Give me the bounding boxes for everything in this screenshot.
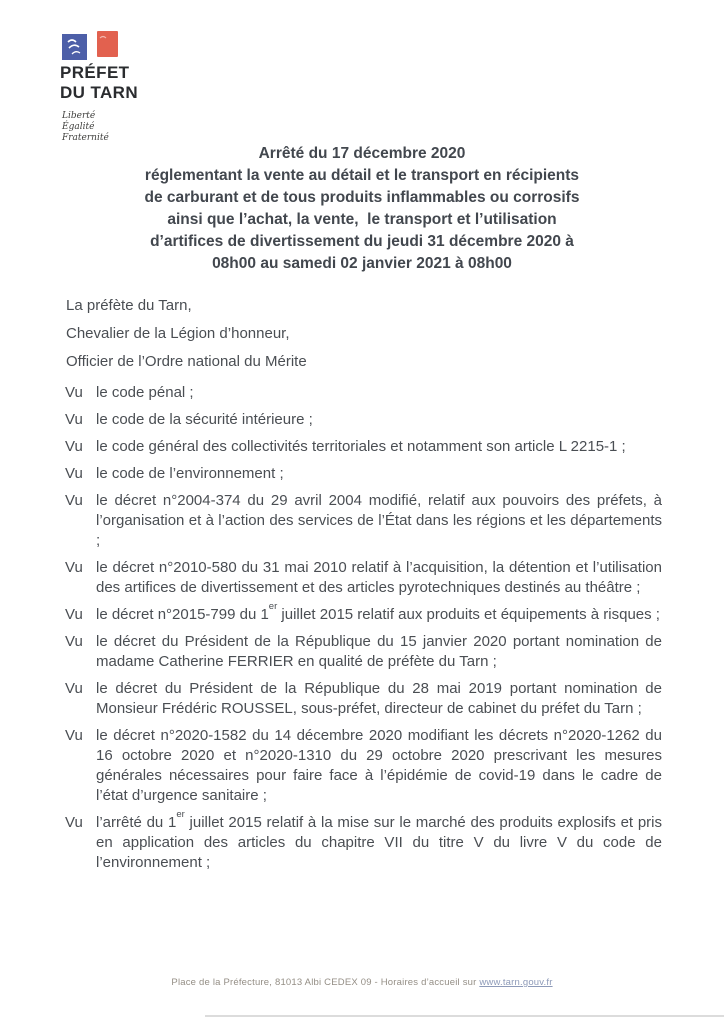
vu-text-segment: le décret du Président de la République du 15 janvier 2020 portant nomination de madame Catherine FERRIER en qualité de préfète du Tarn ;	[96, 633, 662, 670]
agency-name	[60, 63, 138, 103]
vu-label: Vu	[65, 559, 83, 576]
vu-item-text	[96, 464, 662, 484]
vu-label: Vu	[65, 814, 83, 831]
vu-item	[65, 464, 662, 484]
vu-item	[65, 632, 662, 672]
vu-item	[65, 491, 662, 551]
vu-label: Vu	[65, 438, 83, 455]
motto-line: Égalité	[62, 122, 95, 132]
vu-item-text	[96, 558, 662, 598]
vu-item	[65, 679, 662, 719]
vu-text-segment: le décret n°2010-580 du 31 mai 2010 relatif à l’acquisition, la détention et l’utilisation des artifices de divertissement et des articles pyrotechniques destinés au théâtre ;	[96, 559, 662, 596]
vu-item-text	[96, 437, 662, 457]
vu-item-text	[96, 410, 662, 430]
signatory-title-line: Chevalier de la Légion d’honneur,	[66, 325, 290, 342]
motto-line: Liberté	[62, 111, 96, 121]
signatory-title-line: La préfète du Tarn,	[66, 297, 192, 314]
motto-line: Fraternité	[62, 133, 109, 143]
prefecture-header	[60, 28, 138, 144]
page-bottom-divider	[205, 1015, 724, 1017]
footer-address-text: Place de la Préfecture, 81013 Albi CEDEX 09 - Horaires d’accueil sur	[171, 977, 480, 988]
vu-item-text	[96, 726, 662, 806]
vu-label: Vu	[65, 492, 83, 509]
vu-text-segment: le décret du Président de la République du 28 mai 2019 portant nomination de Monsieur Frédéric ROUSSEL, sous-préfet, directeur de cabinet du préfet du Tarn ;	[96, 680, 662, 717]
vu-item	[65, 558, 662, 598]
vu-text-segment: le code de la sécurité intérieure ;	[96, 411, 313, 428]
vu-item-text	[96, 491, 662, 551]
vu-text-segment: le code pénal ;	[96, 384, 194, 401]
vu-label: Vu	[65, 465, 83, 482]
vu-label: Vu	[65, 680, 83, 697]
vu-label: Vu	[65, 411, 83, 428]
decree-title-line: réglementant la vente au détail et le transport en récipients	[144, 167, 580, 184]
decree-title-line: d’artifices de divertissement du jeudi 31 décembre 2020 à	[150, 233, 574, 250]
agency-name-line: PRÉFET	[60, 63, 130, 82]
footer-website-link[interactable]: www.tarn.gouv.fr	[479, 977, 553, 988]
vu-text-segment: le décret n°2004-374 du 29 avril 2004 modifié, relatif aux pouvoirs des préfets, à l’organisation et à l’action des services de l’État dans les régions et les départements ;	[96, 492, 662, 549]
vu-item	[65, 383, 662, 403]
motto	[62, 111, 138, 144]
vu-text-segment: juillet 2015 relatif à la mise sur le marché des produits explosifs et pris en application des articles du chapitre VII du titre V du livre V du code de l’environnement ;	[96, 814, 662, 871]
vu-item	[65, 601, 662, 625]
vu-text-segment: le décret n°2015-799 du 1	[96, 606, 269, 623]
vu-label: Vu	[65, 384, 83, 401]
vu-item	[65, 726, 662, 806]
vu-label: Vu	[65, 606, 83, 623]
vu-text-segment: l’arrêté du 1	[96, 814, 177, 831]
decree-title	[0, 143, 724, 275]
vu-label: Vu	[65, 727, 83, 744]
vu-item-text	[96, 383, 662, 403]
footer-address	[0, 977, 724, 988]
vu-item	[65, 437, 662, 457]
vu-item-text	[96, 601, 662, 625]
decree-title-line: 08h00 au samedi 02 janvier 2021 à 08h00	[212, 255, 512, 272]
vu-text-segment: le décret n°2020-1582 du 14 décembre 2020 modifiant les décrets n°2020-1262 du 16 octobre 2020 et n°2020-1310 du 29 octobre 2020 prescrivant les mesures générales nécessaires pour faire face à l’épidémie de covid-19 dans le cadre de l’état d’urgence sanitaire ;	[96, 727, 662, 804]
vu-item	[65, 410, 662, 430]
decree-title-line: ainsi que l’achat, la vente, le transport et l’utilisation	[167, 211, 557, 228]
vu-item	[65, 809, 662, 873]
ordinal-superscript: er	[176, 809, 185, 820]
vu-item-text	[96, 809, 662, 873]
vu-item-text	[96, 632, 662, 672]
decree-title-line: Arrêté du 17 décembre 2020	[258, 145, 466, 162]
decree-title-line: de carburant et de tous produits inflammables ou corrosifs	[144, 189, 580, 206]
signatory-titles	[66, 292, 307, 376]
vu-text-segment: le code général des collectivités territoriales et notamment son article L 2215-1 ;	[96, 438, 626, 455]
vu-text-segment: juillet 2015 relatif aux produits et équipements à risques ;	[277, 606, 660, 623]
ordinal-superscript: er	[268, 601, 278, 612]
agency-name-line: DU TARN	[60, 83, 139, 102]
vu-item-text	[96, 679, 662, 719]
signatory-title-line: Officier de l’Ordre national du Mérite	[66, 353, 307, 370]
vu-label: Vu	[65, 633, 83, 650]
french-flag-icon	[60, 28, 122, 61]
vu-text-segment: le code de l’environnement ;	[96, 465, 284, 482]
vu-considerations-list	[65, 383, 662, 880]
